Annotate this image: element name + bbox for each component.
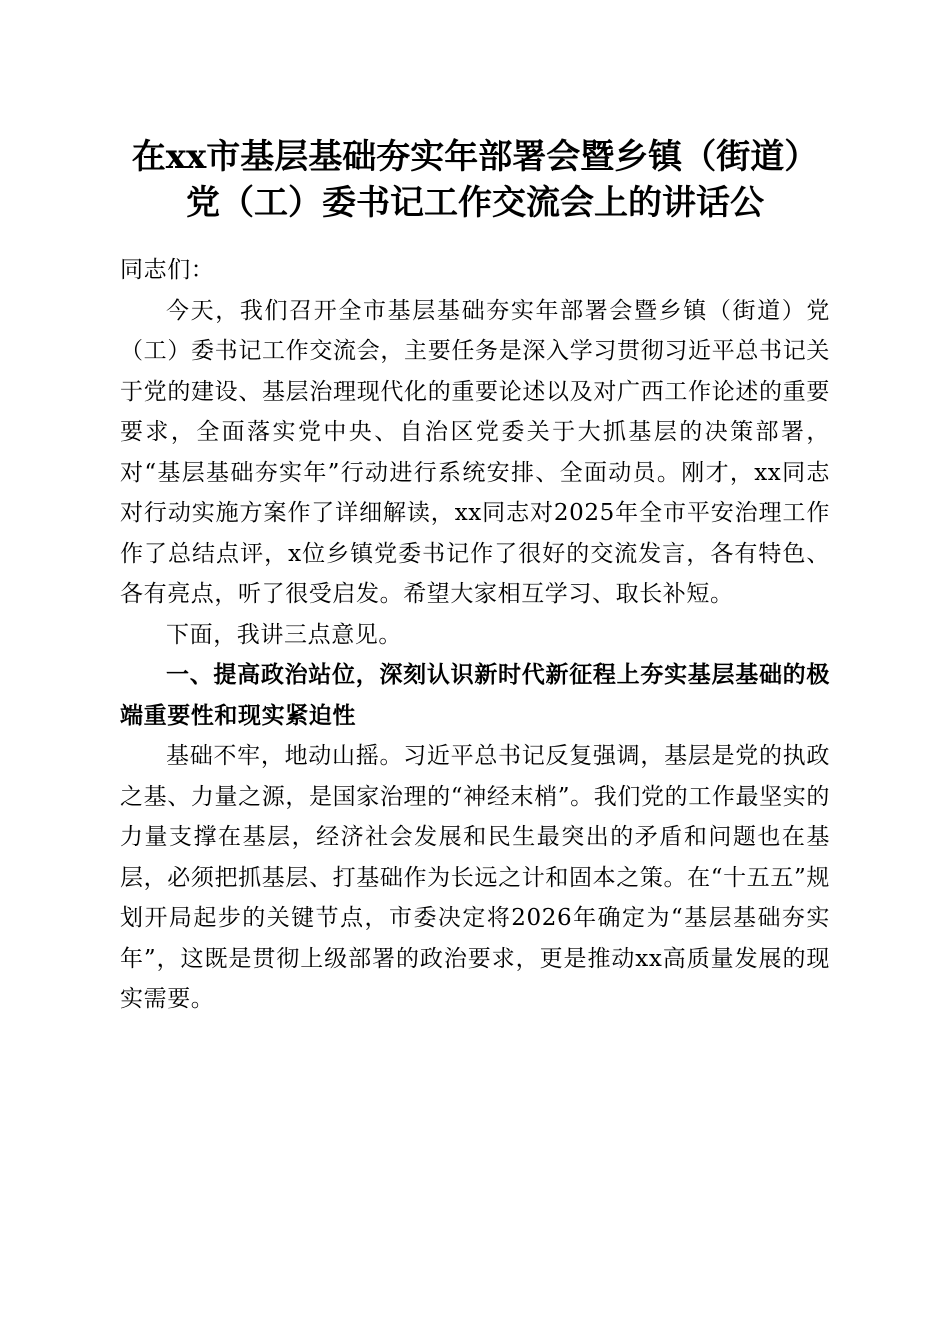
document-body (120, 250, 830, 1020)
section-heading: 一、提高政治站位，深刻认识新时代新征程上夯实基层基础的极端重要性和现实紧迫性 (120, 662, 830, 729)
transition-paragraph: 下面，我讲三点意见。 (166, 621, 402, 648)
salutation: 同志们： (120, 257, 215, 283)
opening-paragraph: 今天，我们召开全市基层基础夯实年部署会暨乡镇（街道）党（工）委书记工作交流会，主要任务是深入学习贯彻习近平总书记关于党的建设、基层治理现代化的重要论述以及对广西工作论述的重要要求，全面落实党中央、自治区党委关于大抓基层的决策部署，对“基层基础夯实年”行动进行系统安排、全面动员。刚才，xx同志对行动实施方案作了详细解读，xx同志对2025年全市平安治理工作作了总结点评，x位乡镇党委书记作了很好的交流发言，各有特色、各有亮点，听了很受启发。希望大家相互学习、取长补短。 (120, 297, 830, 607)
section-paragraph: 基础不牢，地动山摇。习近平总书记反复强调，基层是党的执政之基、力量之源，是国家治理的“神经末梢”。我们党的工作最坚实的力量支撑在基层，经济社会发展和民生最突出的矛盾和问题也在基层，必须把抓基层、打基础作为长远之计和固本之策。在“十五五”规划开局起步的关键节点，市委决定将2026年确定为“基层基础夯实年”，这既是贯彻上级部署的政治要求，更是推动xx高质量发展的现实需要。 (120, 743, 830, 1012)
document-title: 在xx市基层基础夯实年部署会暨乡镇（街道）党（工）委书记工作交流会上的讲话公 (131, 137, 819, 223)
